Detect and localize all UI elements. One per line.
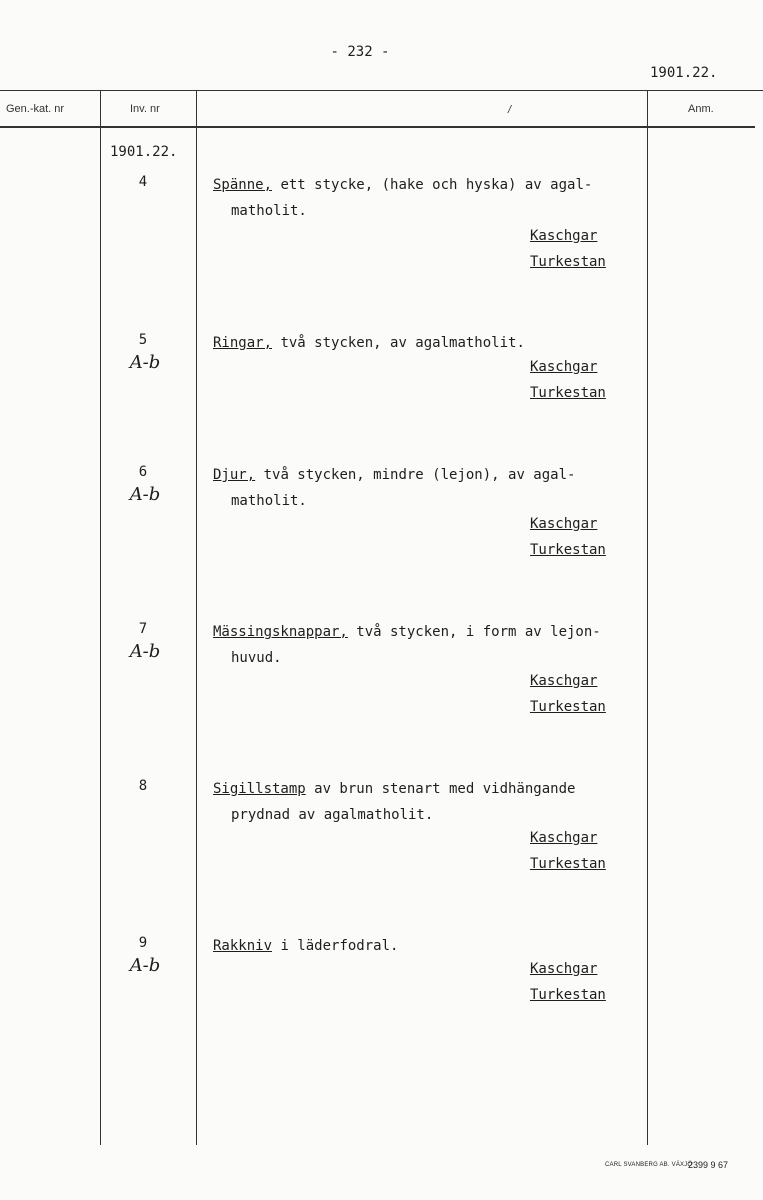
inventory-number: 6 [138, 464, 148, 480]
inventory-number: 5 [138, 332, 148, 348]
inventory-number: 7 [138, 621, 148, 637]
description-line-1: av brun stenart med vidhängande [305, 781, 576, 797]
place-city: Kaschgar [530, 359, 598, 375]
place-city: Kaschgar [530, 516, 598, 532]
column-divider-gen-inv [100, 90, 101, 1145]
page-number: - 232 - [330, 44, 390, 60]
inventory-number: 9 [138, 935, 148, 951]
description-line-2: matholit. [231, 493, 307, 509]
column-header-description: / [508, 104, 512, 116]
object-term: Spänne, [213, 177, 273, 193]
object-term: Rakkniv [213, 938, 273, 954]
column-header-inv: Inv. nr [130, 103, 160, 115]
description-line-2: huvud. [231, 650, 282, 666]
inventory-number: 8 [138, 778, 148, 794]
accession-number-top: 1901.22. [650, 65, 718, 81]
printer-imprint: CARL SVANBERG AB. VÄXJÖ [605, 1162, 693, 1168]
place-city: Kaschgar [530, 228, 598, 244]
description-line-1: två stycken, mindre (lejon), av agal- [255, 467, 576, 483]
object-term: Mässingsknappar, [213, 624, 348, 640]
entry-description [213, 330, 643, 356]
object-term: Sigillstamp [213, 781, 306, 797]
column-divider-desc-anm [647, 90, 648, 1145]
object-term: Djur, [213, 467, 256, 483]
entry-description [213, 619, 643, 671]
entry-description [213, 172, 643, 224]
description-line-2: matholit. [231, 203, 307, 219]
place-region: Turkestan [530, 987, 606, 1003]
place-region: Turkestan [530, 699, 606, 715]
place-region: Turkestan [530, 856, 606, 872]
form-code: 2399 9 67 [688, 1160, 729, 1170]
place-city: Kaschgar [530, 673, 598, 689]
inventory-mark: A-b [129, 955, 161, 976]
entry-description [213, 776, 643, 828]
description-line-1: i läderfodral. [272, 938, 399, 954]
object-term: Ringar, [213, 335, 273, 351]
subgroup-number: 1901.22. [110, 144, 178, 160]
place-city: Kaschgar [530, 961, 598, 977]
place-region: Turkestan [530, 385, 606, 401]
description-line-1: ett stycke, (hake och hyska) av agal- [272, 177, 593, 193]
column-header-anm: Anm. [688, 103, 714, 115]
inventory-mark: A-b [129, 352, 161, 373]
header-bottom-rule [0, 126, 755, 128]
entry-description [213, 462, 643, 514]
place-city: Kaschgar [530, 830, 598, 846]
inventory-mark: A-b [129, 641, 161, 662]
description-line-1: två stycken, i form av lejon- [347, 624, 601, 640]
column-divider-inv-desc [196, 90, 197, 1145]
description-line-1: två stycken, av agalmatholit. [272, 335, 525, 351]
place-region: Turkestan [530, 254, 606, 270]
entry-description [213, 933, 643, 959]
description-line-2: prydnad av agalmatholit. [231, 807, 434, 823]
inventory-number: 4 [138, 174, 148, 190]
place-region: Turkestan [530, 542, 606, 558]
header-top-rule [0, 90, 763, 91]
inventory-mark: A-b [129, 484, 161, 505]
column-header-gen-kat: Gen.-kat. nr [6, 103, 65, 115]
